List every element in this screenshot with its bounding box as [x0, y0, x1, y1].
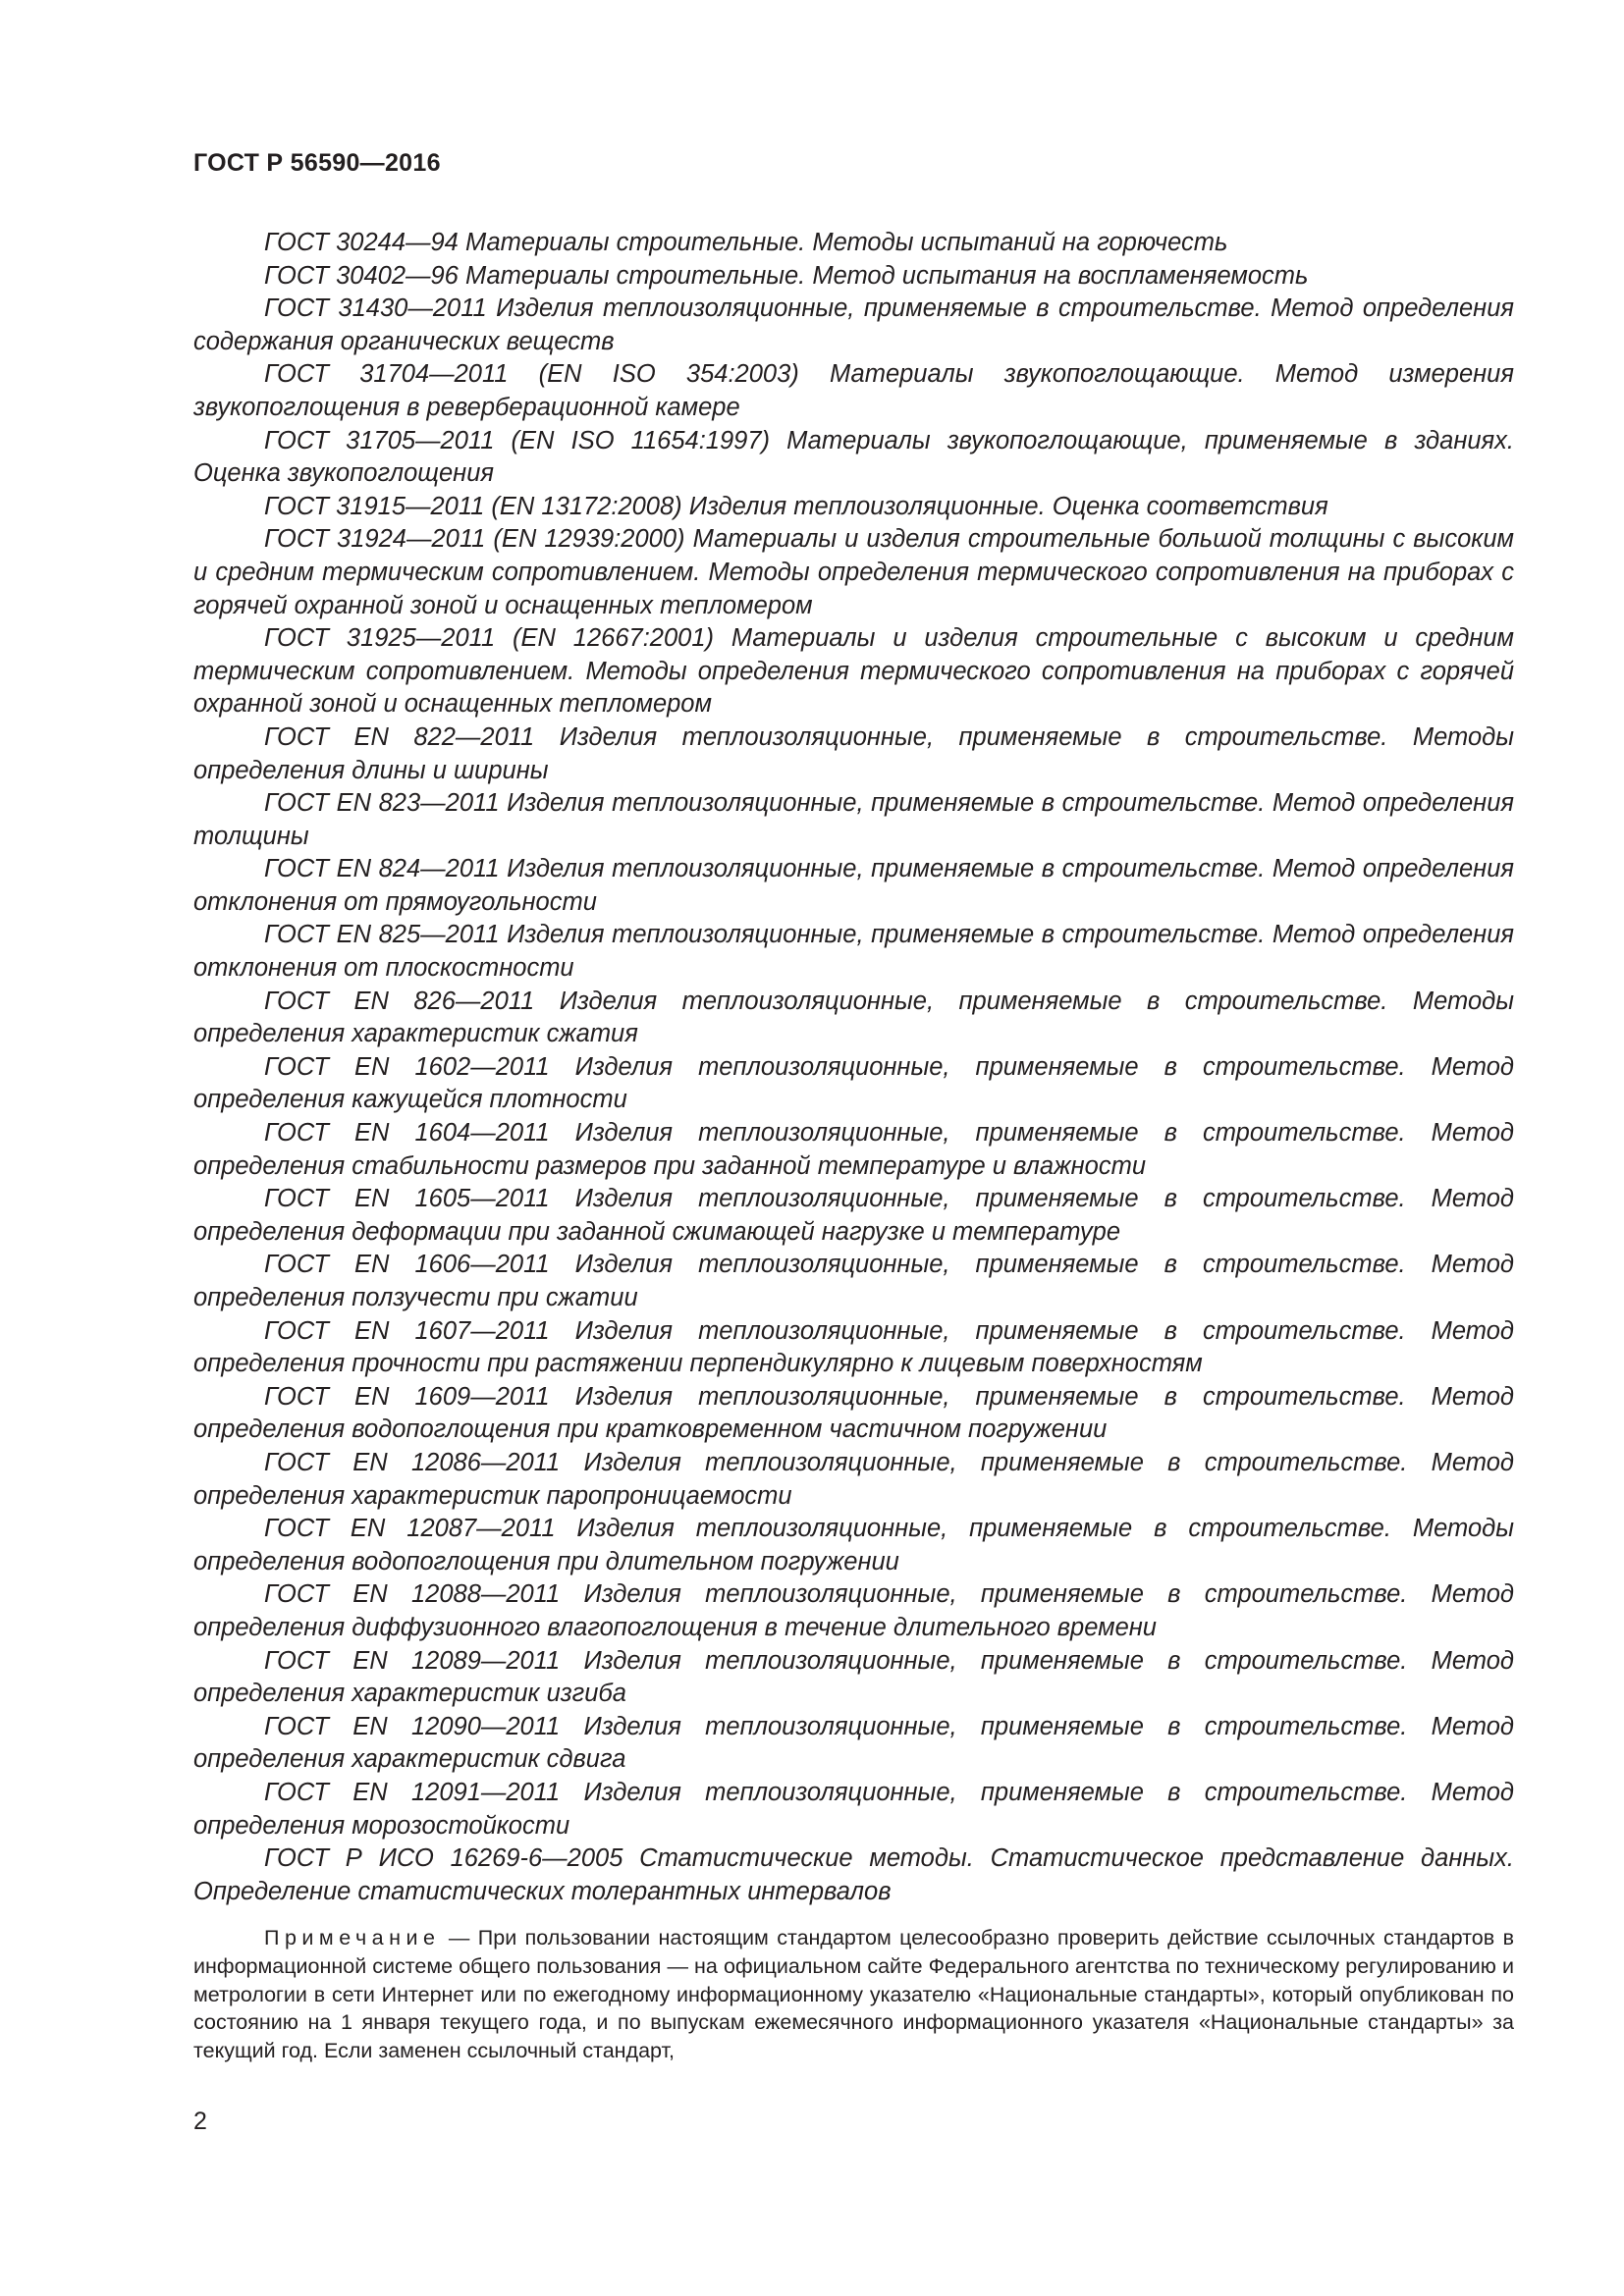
reference-item: ГОСТ EN 1606—2011 Изделия теплоизоляционные, применяемые в строительстве. Метод определения ползучести при сжатии	[193, 1251, 1514, 1311]
reference-item: ГОСТ 31704—2011 (EN ISO 354:2003) Материалы звукопоглощающие. Метод измерения звукопоглощения в реверберационной камере	[193, 360, 1514, 421]
reference-item: ГОСТ 30244—94 Материалы строительные. Методы испытаний на горючесть	[264, 229, 1228, 256]
reference-item: ГОСТ EN 12087—2011 Изделия теплоизоляционные, применяемые в строительстве. Методы определения водопоглощения при длительном погружении	[193, 1515, 1514, 1575]
reference-item: ГОСТ EN 12086—2011 Изделия теплоизоляционные, применяемые в строительстве. Метод определения характеристик паропроницаемости	[193, 1448, 1514, 1510]
reference-item: ГОСТ EN 825—2011 Изделия теплоизоляционные, применяемые в строительстве. Метод определения отклонения от плоскостности	[193, 921, 1514, 983]
reference-item: ГОСТ EN 12089—2011 Изделия теплоизоляционные, применяемые в строительстве. Метод определения характеристик изгиба	[193, 1646, 1514, 1708]
reference-item: ГОСТ 31430—2011 Изделия теплоизоляционные, применяемые в строительстве. Метод определения содержания органических веществ	[193, 294, 1514, 355]
document-header: ГОСТ Р 56590—2016	[193, 149, 441, 177]
normative-references-list	[193, 227, 1514, 1908]
reference-item: ГОСТ EN 822—2011 Изделия теплоизоляционные, применяемые в строительстве. Методы определения длины и ширины	[193, 722, 1514, 784]
reference-item: ГОСТ 31924—2011 (EN 12939:2000) Материалы и изделия строительные большой толщины с высоким и средним термическим сопротивлением. Методы определения термического сопротивления на приборах с горячей охранной зоной и оснащенных тепломером	[193, 525, 1514, 619]
note-label: Примечание	[264, 1926, 441, 1949]
reference-item: ГОСТ EN 12088—2011 Изделия теплоизоляционные, применяемые в строительстве. Метод определения диффузионного влагопоглощения в течение длительного времени	[193, 1580, 1514, 1641]
reference-item: ГОСТ EN 12091—2011 Изделия теплоизоляционные, применяемые в строительстве. Метод определения морозостойкости	[193, 1778, 1514, 1840]
reference-item: ГОСТ EN 826—2011 Изделия теплоизоляционные, применяемые в строительстве. Методы определения характеристик сжатия	[193, 987, 1514, 1048]
reference-item: ГОСТ EN 1602—2011 Изделия теплоизоляционные, применяемые в строительстве. Метод определения кажущейся плотности	[193, 1052, 1514, 1114]
reference-item: ГОСТ EN 1607—2011 Изделия теплоизоляционные, применяемые в строительстве. Метод определения прочности при растяжении перпендикулярно к лицевым поверхностям	[193, 1316, 1514, 1378]
note-text: — При пользовании настоящим стандартом целесообразно проверить действие ссылочных стандартов в информационной системе общего пользования — на официальном сайте Федерального агентства по техническому регулированию и метрологии в сети Интернет или по ежегодному информационному указателю «Национальные стандарты», который опубликован по состоянию на 1 января текущего года, и по выпускам ежемесячного информационного указателя «Национальные стандарты» за текущий год. Если заменен ссылочный стандарт,	[193, 1926, 1514, 2063]
reference-item: ГОСТ EN 12090—2011 Изделия теплоизоляционные, применяемые в строительстве. Метод определения характеристик сдвига	[193, 1712, 1514, 1774]
reference-item: ГОСТ 31925—2011 (EN 12667:2001) Материалы и изделия строительные с высоким и средним термическим сопротивлением. Методы определения термического сопротивления на приборах с горячей охранной зоной и оснащенных тепломером	[193, 624, 1514, 719]
reference-item: ГОСТ Р ИСО 16269-6—2005 Статистические методы. Статистическое представление данных. Определение статистических толерантных интервалов	[193, 1844, 1514, 1905]
reference-item: ГОСТ EN 1609—2011 Изделия теплоизоляционные, применяемые в строительстве. Метод определения водопоглощения при кратковременном частичном погружении	[193, 1382, 1514, 1444]
reference-item: ГОСТ 31915—2011 (EN 13172:2008) Изделия теплоизоляционные. Оценка соответствия	[264, 492, 1328, 520]
reference-item: ГОСТ EN 1604—2011 Изделия теплоизоляционные, применяемые в строительстве. Метод определения стабильности размеров при заданной температуре и влажности	[193, 1119, 1514, 1180]
reference-item: ГОСТ EN 1605—2011 Изделия теплоизоляционные, применяемые в строительстве. Метод определения деформации при заданной сжимающей нагрузке и температуре	[193, 1185, 1514, 1246]
reference-item: ГОСТ 30402—96 Материалы строительные. Метод испытания на воспламеняемость	[264, 261, 1309, 290]
page-number: 2	[193, 2108, 207, 2135]
note-paragraph	[193, 1924, 1514, 2065]
reference-item: ГОСТ EN 823—2011 Изделия теплоизоляционные, применяемые в строительстве. Метод определения толщины	[193, 789, 1514, 850]
reference-item: ГОСТ EN 824—2011 Изделия теплоизоляционные, применяемые в строительстве. Метод определения отклонения от прямоугольности	[193, 855, 1514, 916]
reference-item: ГОСТ 31705—2011 (EN ISO 11654:1997) Материалы звукопоглощающие, применяемые в зданиях. Оценка звукопоглощения	[193, 426, 1514, 488]
